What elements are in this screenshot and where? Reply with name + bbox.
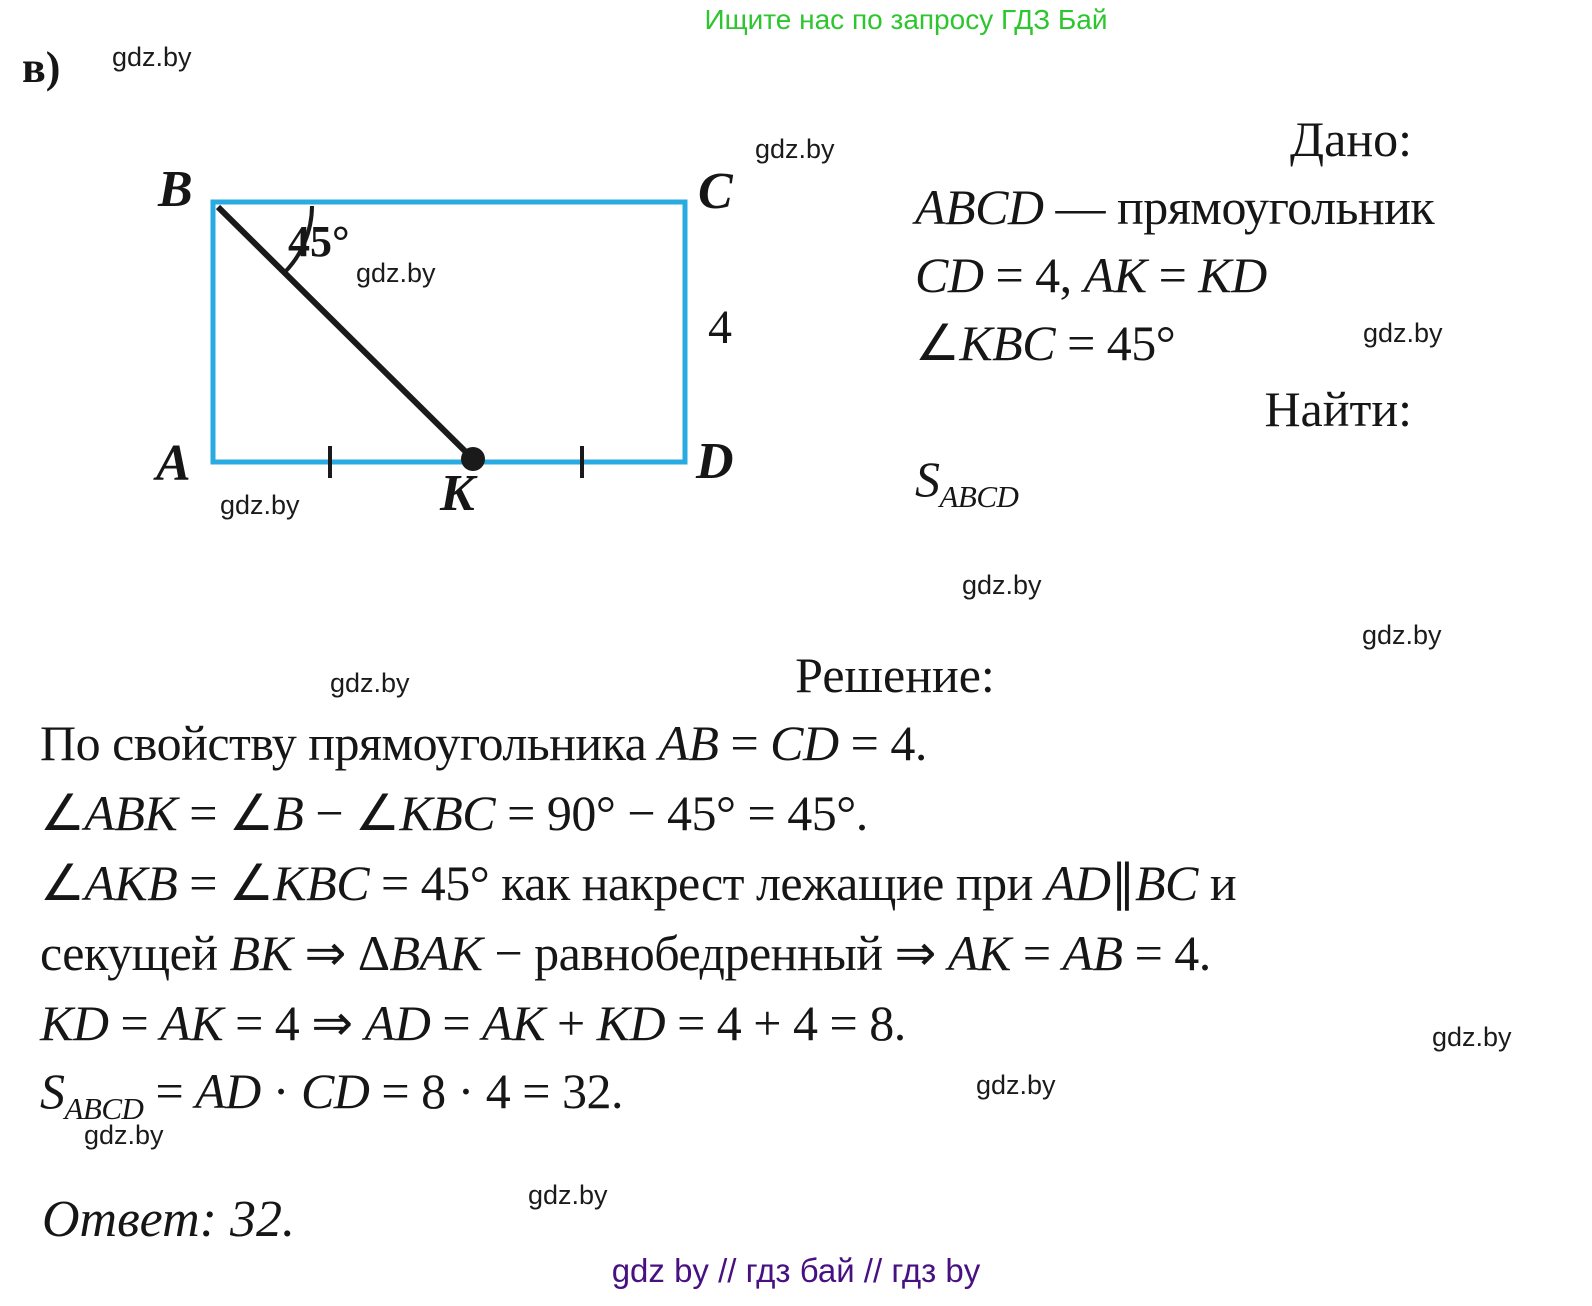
point-label-k: K (440, 465, 475, 522)
watermark-gdzby: gdz.by (84, 1120, 164, 1150)
vertex-label-b: B (158, 161, 193, 218)
watermark-gdzby: gdz.by (356, 258, 436, 288)
watermark-gdzby: gdz.by (1362, 620, 1442, 650)
watermark-gdzby: gdz.by (962, 570, 1042, 600)
watermark-gdzby: gdz.by (220, 490, 300, 520)
watermark-gdzby: gdz.by (1363, 318, 1443, 348)
solution-line: ∠AKB = ∠KBC = 45° как накрест лежащие при AD∥BC и (40, 855, 1237, 911)
watermark-gdzby: gdz.by (755, 134, 835, 164)
solution-line: KD = AK = 4 ⇒ AD = AK + KD = 4 + 4 = 8. (40, 995, 906, 1051)
find-title: Найти: (1264, 381, 1412, 437)
angle-45-label: 45° (288, 217, 350, 266)
footer-search-queries: gdz by // гдз бай // гдз by (611, 1252, 981, 1289)
vertex-label-c: C (698, 163, 733, 220)
watermark-gdzby: gdz.by (528, 1180, 608, 1210)
vertex-label-d: D (696, 433, 734, 490)
part-label: в) (22, 43, 61, 92)
given-line: ∠KBC = 45° (915, 315, 1176, 371)
given-title: Дано: (1290, 111, 1412, 167)
given-line: ABCD — прямоугольник (915, 179, 1435, 235)
watermark-gdzby: gdz.by (112, 42, 192, 72)
find-value: $S_{ABCD}$ (915, 451, 1019, 514)
side-cd-length-label: 4 (708, 301, 732, 354)
watermark-gdzby: gdz.by (976, 1070, 1056, 1100)
vertex-label-a: A (156, 435, 191, 492)
given-line: CD = 4, AK = KD (915, 247, 1267, 303)
watermark-gdzby: gdz.by (1432, 1022, 1512, 1052)
watermark-gdzby: gdz.by (330, 668, 410, 698)
solution-line: ∠ABK = ∠B − ∠KBC = 90° − 45° = 45°. (40, 785, 868, 841)
solution-line: По свойству прямоугольника AB = CD = 4. (40, 715, 927, 771)
solution-title: Решение: (795, 647, 995, 703)
rectangle-abcd-outline (213, 202, 685, 462)
solution-line: секущей BK ⇒ ΔBAK − равнобедренный ⇒ AK = AB = 4. (40, 925, 1211, 981)
answer-text: Ответ: 32. (42, 1191, 295, 1248)
promo-banner-text: Ищите нас по запросу ГДЗ Бай (704, 4, 1108, 35)
solution-line: $S_{ABCD}$ = AD · CD = 8 · 4 = 32. (40, 1063, 623, 1126)
